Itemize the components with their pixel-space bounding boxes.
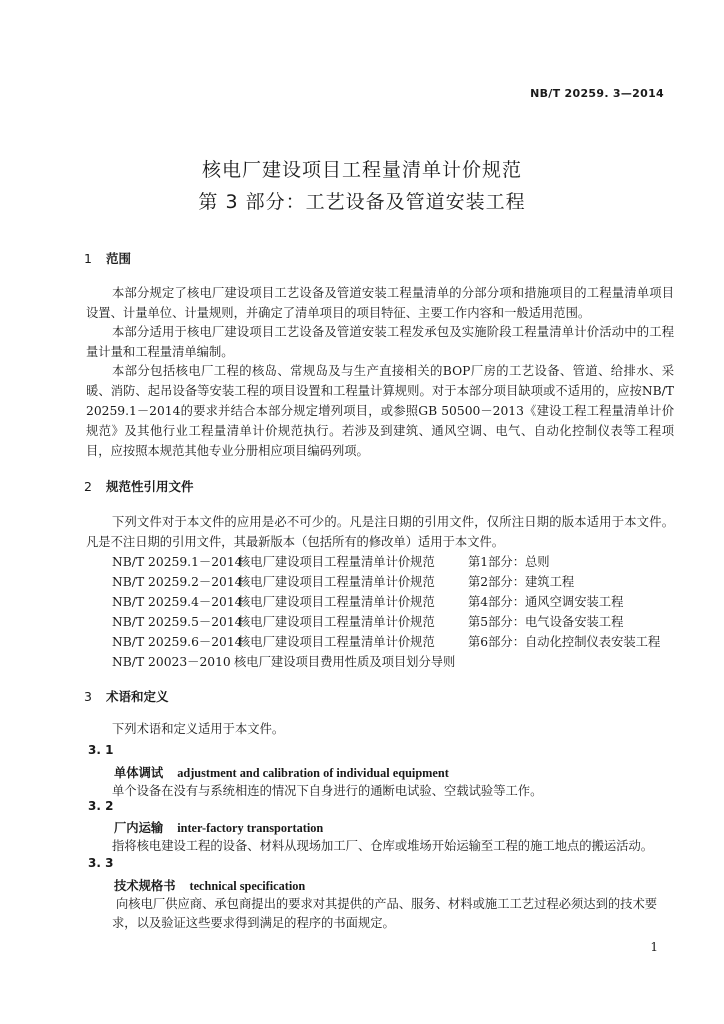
section-title: 范围 [106,251,132,266]
section-number: 1 [84,251,92,266]
document-subtitle: 第 3 部分：工艺设备及管道安装工程 [198,191,526,213]
section-2-heading [84,477,194,495]
section-number: 2 [84,479,92,494]
term-title: 技术规格书 technical specification [114,878,306,893]
section-3-intro: 下列术语和定义适用于本文件。 [112,722,285,736]
reference-item: NB/T 20259.2－2014核电厂建设项目工程量清单计价规范 第2部分：建筑工程 [112,575,575,589]
section-title: 术语和定义 [106,689,169,704]
standard-code: NB/T 20259. 3—2014 [530,87,664,100]
section-1-paragraph-1: 本部分规定了核电厂建设项目工艺设备及管道安装工程量清单的分部分项和措施项目的工程量清单项目设置、计量单位、计量规则，并确定了清单项目的项目特征、主要工作内容和一般适用范围。 [86,286,674,320]
term-number: 3. 3 [88,856,114,870]
section-title: 规范性引用文件 [106,479,194,494]
reference-item: NB/T 20259.6－2014核电厂建设项目工程量清单计价规范 第6部分：自动化控制仪表安装工程 [112,635,661,649]
term-definition: 指将核电建设工程的设备、材料从现场加工厂、仓库或堆场开始运输至工程的施工地点的搬运活动。 [112,839,654,853]
page-number: 1 [650,940,658,954]
section-1-paragraph-3: 本部分包括核电厂工程的核岛、常规岛及与生产直接相关的BOP厂房的工艺设备、管道、给排水、采暖、消防、起吊设备等安装工程的项目设置和工程量计算规则。对于本部分项目缺项或不适用的，应按NB/T 20259.1－2014的要求并结合本部分规定增列项目，或参照GB 50500－2013《建设工程工程量清单计价规范》及其他行业工程量清单计价规范执行。若涉及到建筑、通风空调、电气、自动化控制仪表等工程项目，应按照本规范其他专业分册相应项目编码列项。 [86,364,674,458]
section-1-paragraph-2: 本部分适用于核电厂建设项目工艺设备及管道安装工程发承包及实施阶段工程量清单计价活动中的工程量计量和工程量清单编制。 [86,325,674,359]
reference-item: NB/T 20023－2010 核电厂建设项目费用性质及项目划分导则 [112,655,456,669]
term-title: 厂内运输 inter-factory transportation [114,820,324,835]
reference-item: NB/T 20259.4－2014核电厂建设项目工程量清单计价规范 第4部分：通风空调安装工程 [112,595,624,609]
term-number: 3. 1 [88,743,114,757]
term-definition: 向核电厂供应商、承包商提出的要求对其提供的产品、服务、材料或施工工艺过程必须达到的技术要求，以及验证这些要求得到满足的程序的书面规定。 [112,897,658,930]
term-title: 单体调试 adjustment and calibration of individual equipment [114,765,449,780]
section-number: 3 [84,689,92,704]
reference-item: NB/T 20259.5－2014核电厂建设项目工程量清单计价规范 第5部分：电气设备安装工程 [112,615,624,629]
section-3-heading [84,687,169,705]
term-number: 3. 2 [88,799,114,813]
section-2-intro: 下列文件对于本文件的应用是必不可少的。凡是注日期的引用文件，仅所注日期的版本适用于本文件。凡是不注日期的引用文件，其最新版本（包括所有的修改单）适用于本文件。 [86,515,674,549]
reference-item: NB/T 20259.1－2014核电厂建设项目工程量清单计价规范 第1部分：总则 [112,555,550,569]
section-1-heading [84,249,131,267]
document-title: 核电厂建设项目工程量清单计价规范 [201,159,522,181]
term-definition: 单个设备在没有与系统相连的情况下自身进行的通断电试验、空载试验等工作。 [112,784,543,798]
